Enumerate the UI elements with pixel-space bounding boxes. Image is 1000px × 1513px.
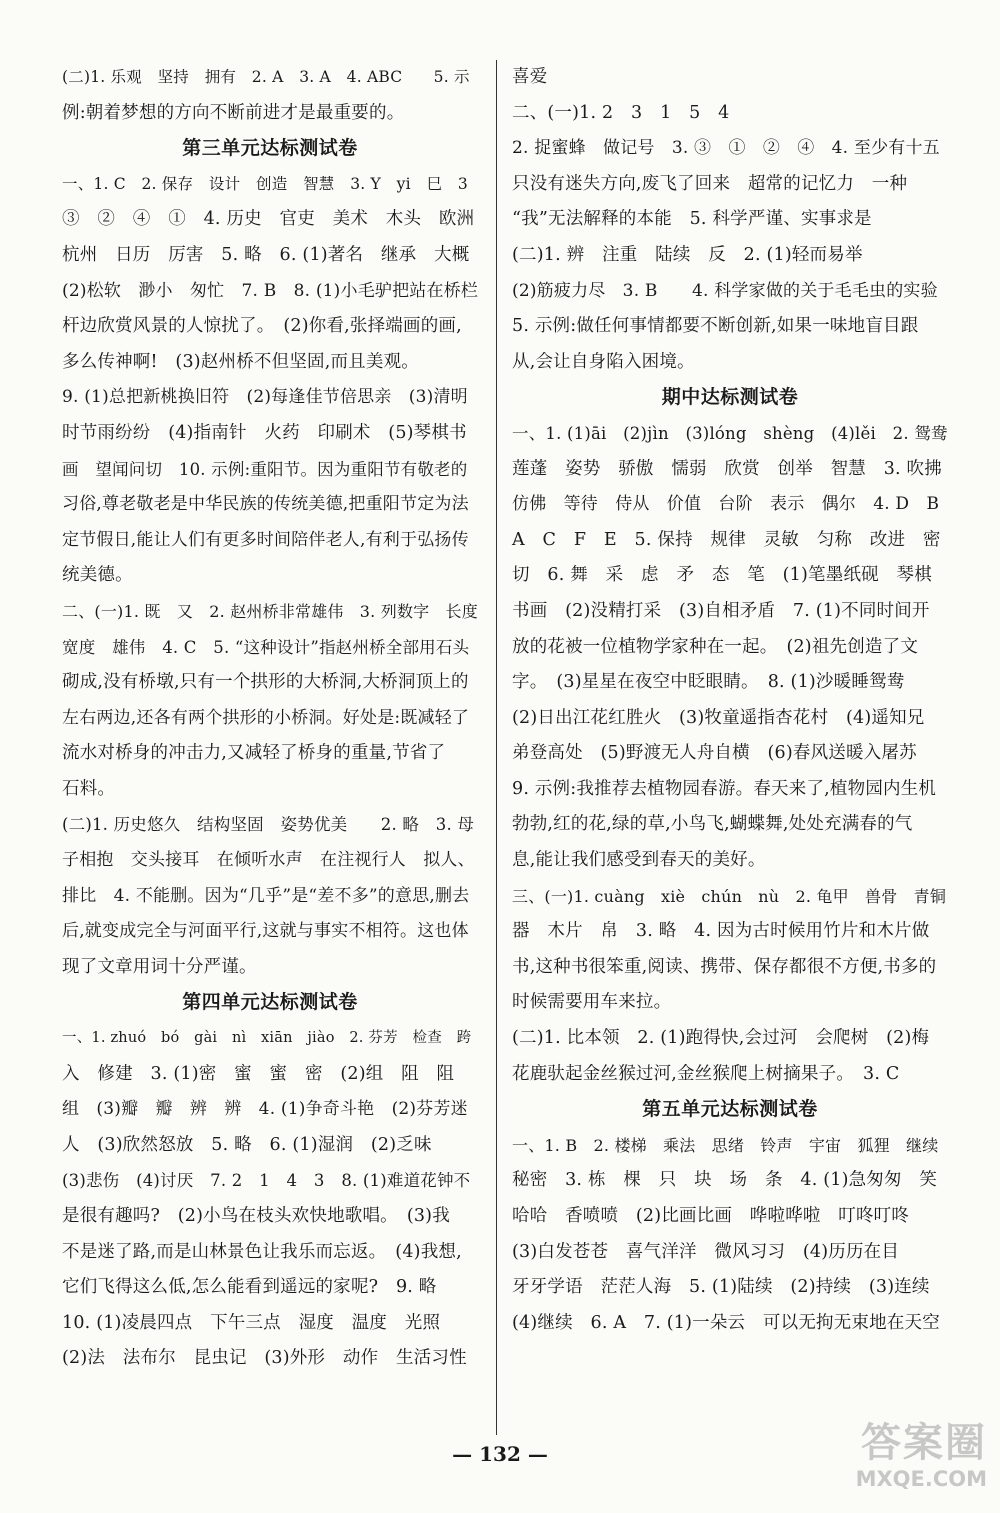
answer-line: 二、(一)1. 既 又 2. 赵州桥非常雄伟 3. 列数字 长度	[62, 601, 478, 621]
answer-line: 哈哈 香喷喷 (2)比画比画 哗啦哗啦 叮咚叮咚	[512, 1206, 910, 1226]
answer-line: 组 (3)瓣 瓣 辨 辨 4. (1)争奇斗艳 (2)芬芳迷	[62, 1099, 468, 1120]
answer-line: 字。 (3)星星在夜空中眨眼睛。 8. (1)沙暖睡鸳鸯	[512, 672, 905, 693]
answer-line: 一、1. (1)āi (2)jìn (3)lóng shèng (4)lěi 2. 鸳鸯	[512, 423, 948, 443]
answer-line: 入 修建 3. (1)密 蜜 蜜 密 (2)组 阻 阻	[62, 1063, 455, 1084]
answer-line: 砌成,没有桥墩,只有一个拱形的大桥洞,大桥洞顶上的	[62, 672, 469, 693]
answer-line: 是很有趣吗? (2)小鸟在枝头欢快地歌唱。 (3)我	[62, 1206, 450, 1226]
answer-line: 弟登高处 (5)野渡无人舟自横 (6)春风送暖入屠苏	[512, 743, 917, 764]
answer-line: 喜爱	[512, 67, 548, 87]
answer-line: 莲蓬 姿势 骄傲 懦弱 欣赏 创举 智慧 3. 吹拂	[512, 458, 942, 479]
answer-line: 从,会让自身陷入困境。	[512, 351, 695, 372]
answer-line: (3)悲伤 (4)讨厌 7. 2 1 4 3 8. (1)难道花钟不	[62, 1171, 471, 1191]
answer-line: A C F E 5. 保持 规律 灵敏 匀称 改进 密	[512, 529, 941, 550]
answer-line: 三、(一)1. cuàng xiè chún nù 2. 龟甲 兽骨 青铜	[512, 886, 947, 906]
answer-line: 2. 捉蜜蜂 做记号 3. ③ ① ② ④ 4. 至少有十五	[512, 138, 940, 159]
section-heading: 第五单元达标测试卷	[642, 1098, 818, 1121]
right-column	[512, 60, 948, 1341]
answer-line: 杭州 日历 厉害 5. 略 6. (1)著名 继承 大概	[62, 244, 470, 265]
answer-line: 时节雨纷纷 (4)指南针 火药 印刷术 (5)琴棋书	[62, 422, 467, 443]
answer-line: 杆边欣赏风景的人惊扰了。 (2)你看,张择端画的画,	[62, 316, 462, 337]
watermark-main: 答案圈	[861, 1420, 987, 1466]
answer-line: 花鹿驮起金丝猴过河,金丝猴爬上树摘果子。 3. C	[512, 1063, 900, 1084]
answer-line: 宽度 雄伟 4. C 5. “这种设计”指赵州桥全部用石头	[62, 637, 470, 657]
answer-line: (2)松软 渺小 匆忙 7. B 8. (1)小毛驴把站在桥栏	[62, 280, 479, 301]
answer-line: 切 6. 舞 采 虑 矛 态 笔 (1)笔墨纸砚 琴棋	[512, 565, 932, 586]
answer-line: (二)1. 乐观 坚持 拥有 2. A 3. A 4. ABC 5. 示	[62, 68, 470, 86]
page-number: — 132 —	[452, 1442, 548, 1466]
answer-line: (二)1. 比本领 2. (1)跑得快,会过河 会爬树 (2)梅	[512, 1028, 930, 1049]
answer-line: 定节假日,能让人们有更多时间陪伴老人,有利于弘扬传	[62, 529, 469, 550]
answer-line: 牙牙学语 茫茫人海 5. (1)陆续 (2)持续 (3)连续	[512, 1277, 930, 1298]
answer-line: 排比 4. 不能删。因为“几乎”是“差不多”的意思,删去	[62, 885, 470, 906]
answer-line: 左右两边,还各有两个拱形的小桥洞。好处是:既减轻了	[62, 707, 470, 728]
answer-line: 书画 (2)没精打采 (3)自相矛盾 7. (1)不同时间开	[512, 600, 930, 621]
answer-line: 时候需要用车来拉。	[512, 992, 672, 1013]
answer-line: 秘密 3. 栋 棵 只 块 场 条 4. (1)急匆匆 笑	[512, 1170, 938, 1191]
answer-line: (4)继续 6. A 7. (1)一朵云 可以无拘无束地在天空	[512, 1312, 940, 1333]
answer-line: 二、(一)1. 2 3 1 5 4	[512, 102, 730, 123]
answer-line: (二)1. 历史悠久 结构坚固 姿势优美 2. 略 3. 母	[62, 815, 475, 835]
answer-line: 习俗,尊老敬老是中华民族的传统美德,把重阳节定为法	[62, 494, 469, 515]
answer-line: 例:朝着梦想的方向不断前进才是最重要的。	[62, 102, 405, 123]
answer-line: 人 (3)欣然怒放 5. 略 6. (1)湿润 (2)乏味	[62, 1134, 432, 1155]
answer-line: (2)筋疲力尽 3. B 4. 科学家做的关于毛毛虫的实验	[512, 280, 938, 301]
answer-line: 书,这种书很笨重,阅读、携带、保存都很不方便,书多的	[512, 956, 937, 977]
answer-line: 器 木片 帛 3. 略 4. 因为古时候用竹片和木片做	[512, 921, 930, 942]
left-column	[62, 60, 478, 1377]
answer-line: 息,能让我们感受到春天的美好。	[512, 850, 766, 871]
answer-line: 一、1. B 2. 楼梯 乘法 思绪 铃声 宇宙 狐狸 继续	[512, 1135, 939, 1155]
answer-line: 一、1. zhuó bó gài nì xiān jiào 2. 芬芳 检查 跨	[62, 1030, 472, 1047]
answer-line: 一、1. C 2. 保存 设计 创造 智慧 3. Y yi 巳 3	[62, 174, 468, 193]
answer-line: 勃勃,红的花,绿的草,小鸟飞,蝴蝶舞,处处充满春的气	[512, 814, 913, 835]
answer-line: 只没有迷失方向,废飞了回来 超常的记忆力 一种	[512, 173, 908, 194]
section-heading: 第三单元达标测试卷	[182, 137, 358, 160]
answer-line: (3)白发苍苍 喜气洋洋 微风习习 (4)历历在目	[512, 1241, 900, 1262]
answer-line: 流水对桥身的冲击力,又减轻了桥身的重量,节省了	[62, 743, 446, 764]
section-heading: 期中达标测试卷	[661, 386, 799, 409]
answer-line: 9. 示例:我推荐去植物园春游。春天来了,植物园内生机	[512, 778, 937, 799]
answer-line: 5. 示例:做任何事情都要不断创新,如果一味地盲目跟	[512, 316, 919, 337]
watermark-sub: MXQE.COM	[855, 1467, 987, 1491]
answer-line: ③ ② ④ ① 4. 历史 官吏 美术 木头 欧洲	[62, 209, 475, 230]
answer-line: 多么传神啊! (3)赵州桥不但坚固,而且美观。	[62, 351, 419, 372]
answer-line: 9. (1)总把新桃换旧符 (2)每逢佳节倍思亲 (3)清明	[62, 387, 468, 408]
answer-line: 后,就变成完全与河面平行,这就与事实不相符。这也体	[62, 921, 469, 942]
answer-line: (二)1. 辨 注重 陆续 反 2. (1)轻而易举	[512, 244, 863, 265]
answer-line: 不是迷了路,而是山林景色让我乐而忘返。 (4)我想,	[62, 1241, 462, 1262]
section-heading: 第四单元达标测试卷	[182, 991, 358, 1014]
answer-line: 统美德。	[62, 565, 133, 586]
answer-line: (2)法 法布尔 昆虫记 (3)外形 动作 生活习性	[62, 1348, 467, 1369]
answer-line: 子相抱 交头接耳 在倾听水声 在注视行人 拟人、	[62, 850, 475, 871]
answer-line: 画 望闻问切 10. 示例:重阳节。因为重阳节有敬老的	[62, 459, 468, 479]
answer-line: 它们飞得这么低,怎么能看到遥远的家呢? 9. 略	[62, 1277, 437, 1298]
answer-line: 现了文章用词十分严谨。	[62, 956, 257, 977]
answer-line: “我”无法解释的本能 5. 科学严谨、实事求是	[512, 209, 872, 230]
answer-line: 放的花被一位植物学家种在一起。 (2)祖先创造了文	[512, 636, 919, 657]
answer-line: (2)日出江花红胜火 (3)牧童遥指杏花村 (4)遥知兄	[512, 707, 925, 728]
answer-line: 10. (1)凌晨四点 下午三点 湿度 温度 光照	[62, 1312, 441, 1333]
answer-line: 仿佛 等待 侍从 价值 台阶 表示 偶尔 4. D B	[512, 494, 940, 515]
column-divider	[496, 60, 497, 1435]
answer-line: 石料。	[62, 778, 116, 799]
